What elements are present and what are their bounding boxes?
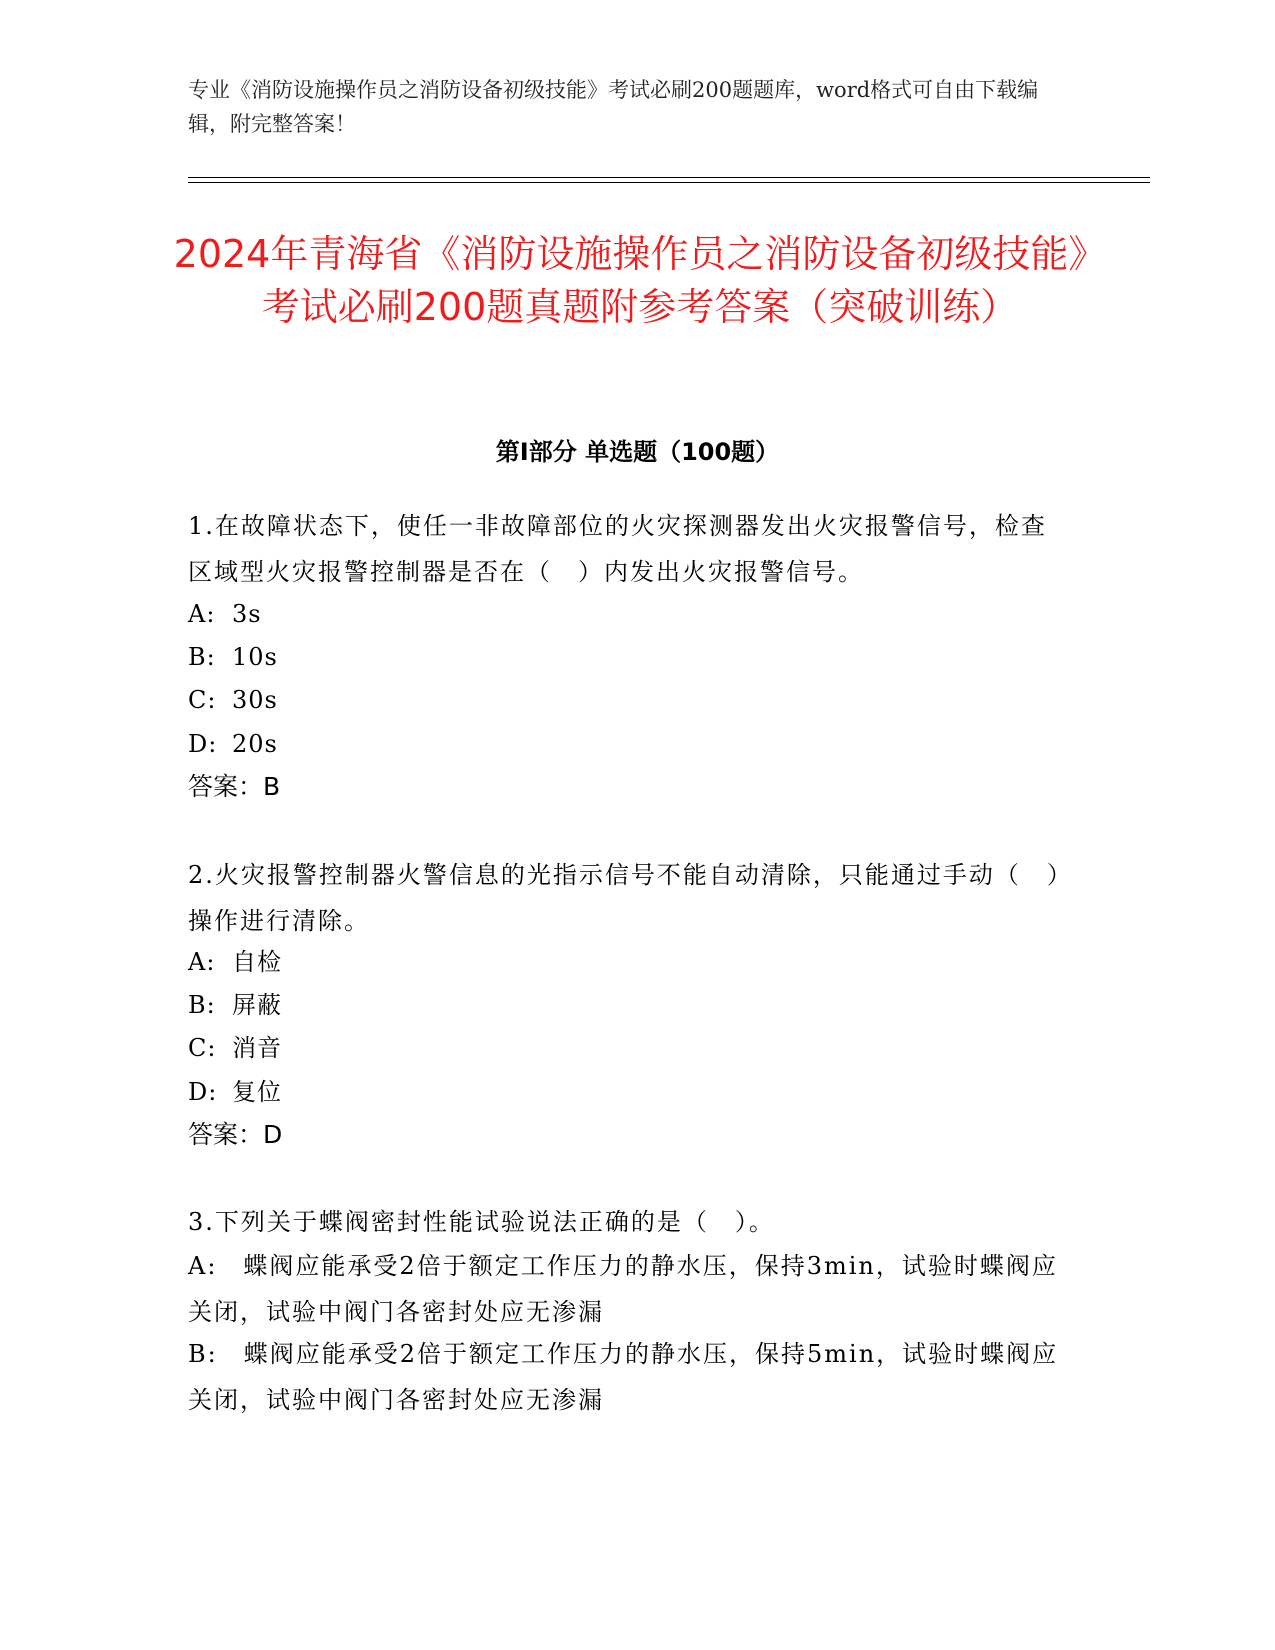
option-letter: C: [188,1034,217,1062]
document-title: 2024年青海省《消防设施操作员之消防设备初级技能》考试必刷200题真题附参考答案（突破训练） [173,232,1107,329]
question-2-option-b [188,982,1088,1028]
option-text: 屏蔽 [232,991,282,1019]
question-3-option-b [188,1331,1078,1423]
option-letter: A: [188,1252,218,1280]
question-1-answer: 答案：B [188,772,281,801]
option-text: 消音 [232,1034,282,1062]
option-text: 复位 [232,1078,282,1106]
option-letter: B: [188,1340,218,1368]
document-header-note: 专业《消防设施操作员之消防设备初级技能》考试必刷200题题库，word格式可自由下载编辑，附完整答案！ [188,78,1039,136]
option-letter: A: [188,948,216,976]
option-letter: C: [188,686,217,714]
option-text: 蝶阀应能承受2倍于额定工作压力的静水压，保持3min，试验时蝶阀应关闭，试验中阀门各密封处应无渗漏 [188,1252,1058,1326]
question-2-option-c [188,1025,1088,1071]
option-text: 30s [232,686,278,714]
header-divider-top [188,177,1150,178]
question-1-option-b [188,634,1088,680]
option-letter: B: [188,991,216,1019]
option-text: 3s [232,600,262,628]
question-1-option-d [188,721,1088,767]
option-letter: A: [188,600,216,628]
question-3-text: 3.下列关于蝶阀密封性能试验说法正确的是（ ）。 [188,1208,775,1236]
option-text: 自检 [232,948,282,976]
question-1-option-c [188,677,1088,723]
option-letter: D: [188,730,218,758]
question-1-option-a [188,591,1088,637]
option-letter: B: [188,643,216,671]
question-1-text: 1.在故障状态下，使任一非故障部位的火灾探测器发出火灾报警信号，检查区域型火灾报警控制器是否在（ ）内发出火灾报警信号。 [188,512,1047,586]
option-text: 20s [232,730,278,758]
question-2-option-a [188,939,1088,985]
option-text: 10s [232,643,278,671]
question-2-answer: 答案：D [188,1120,283,1149]
question-2-option-d [188,1069,1088,1115]
header-divider-bottom [188,182,1150,183]
question-2-text: 2.火灾报警控制器火警信息的光指示信号不能自动清除，只能通过手动（ ）操作进行清除。 [188,861,1061,935]
question-3-option-a [188,1243,1078,1335]
option-letter: D: [188,1078,218,1106]
section-heading: 第I部分 单选题（100题） [495,438,780,466]
option-text: 蝶阀应能承受2倍于额定工作压力的静水压，保持5min，试验时蝶阀应关闭，试验中阀门各密封处应无渗漏 [188,1340,1059,1414]
